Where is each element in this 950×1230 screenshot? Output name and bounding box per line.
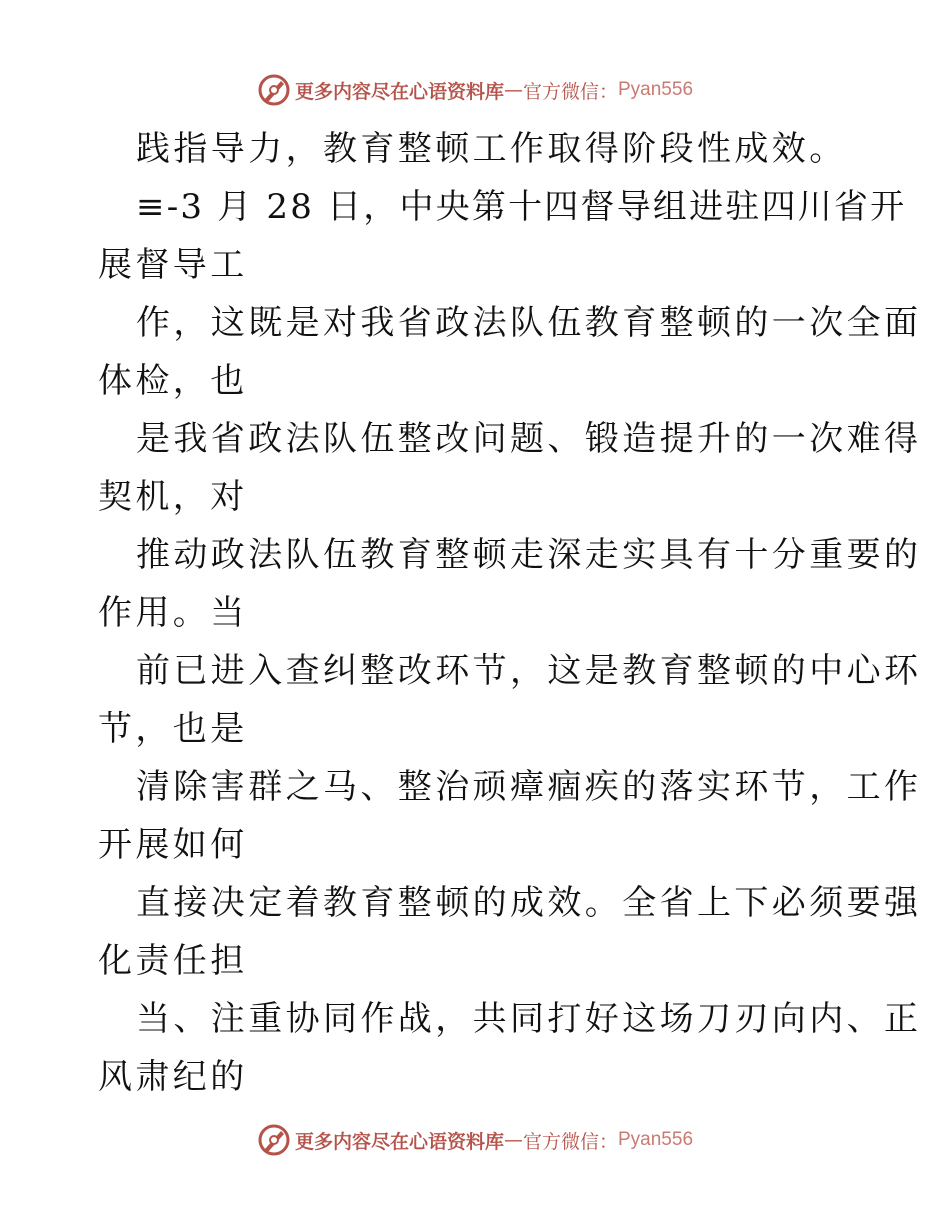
text-line: 作，这既是对我省政法队伍教育整顿的一次全面 (136, 303, 922, 343)
text-line: 当、注重协同作战，共同打好这场刀刃向内、正 (136, 999, 922, 1039)
text-line: 化责任担 (98, 941, 248, 981)
watermark-main-text: 更多内容尽在心语资料库 (294, 1130, 504, 1153)
footer-watermark (0, 1122, 950, 1158)
text-line: ≡-3 月 28 日，中央第十四督导组进驻四川省开 (136, 187, 907, 227)
text-line: 开展如何 (98, 825, 248, 865)
text-line: 契机，对 (98, 477, 248, 517)
text-line: 清除害群之马、整治顽瘴痼疾的落实环节，工作 (136, 767, 922, 807)
watermark-wechat-id: Pyan556 (618, 1129, 694, 1150)
watermark-dash: — (503, 1129, 523, 1151)
text-line: 是我省政法队伍整改问题、锻造提升的一次难得 (136, 419, 922, 459)
text-line: 节，也是 (98, 709, 248, 749)
pen-logo-icon (257, 73, 291, 107)
watermark-dash: — (503, 79, 523, 101)
text-line: 直接决定着教育整顿的成效。全省上下必须要强 (136, 883, 922, 923)
watermark-main-text: 更多内容尽在心语资料库 (294, 80, 504, 103)
body-text (98, 120, 922, 1106)
text-line: 作用。当 (98, 593, 248, 633)
text-line: 展督导工 (98, 245, 248, 285)
text-line: 践指导力，教育整顿工作取得阶段性成效。 (136, 129, 847, 169)
watermark-wechat-id: Pyan556 (618, 79, 694, 100)
text-line: 前已进入查纠整改环节，这是教育整顿的中心环 (136, 651, 922, 691)
text-line: 风肃纪的 (98, 1057, 248, 1097)
pen-logo-icon (257, 1123, 291, 1157)
watermark-wechat-label: 官方微信： (522, 1130, 618, 1153)
text-line: 体检，也 (98, 361, 248, 401)
header-watermark (0, 72, 950, 108)
watermark-wechat-label: 官方微信： (522, 80, 618, 103)
text-line: 推动政法队伍教育整顿走深走实具有十分重要的 (136, 535, 922, 575)
